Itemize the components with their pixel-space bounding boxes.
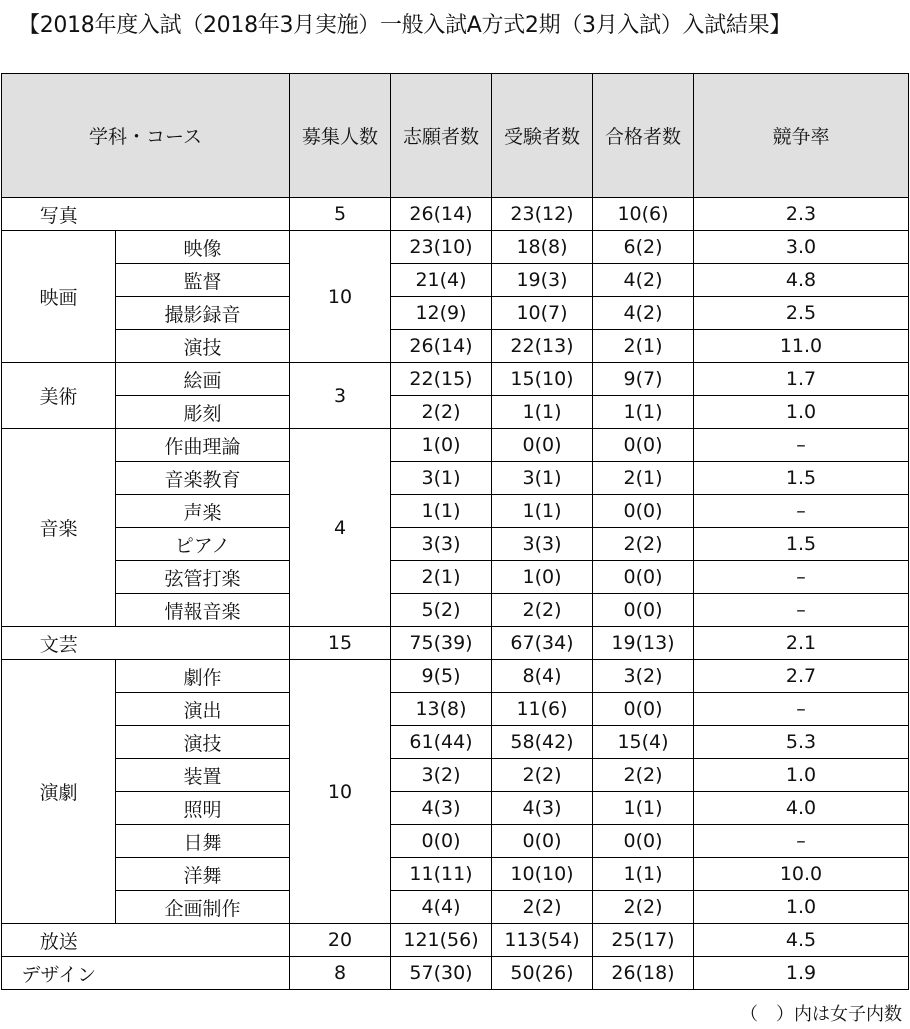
department-name: 写真	[2, 198, 116, 231]
table-row	[2, 858, 909, 891]
passed-cell: 19(13)	[593, 627, 694, 660]
quota-cell: 20	[290, 924, 391, 957]
header-passed: 合格者数	[593, 74, 694, 198]
examinees-cell: 1(1)	[492, 396, 593, 429]
course-name: 演技	[116, 726, 290, 759]
course-name: 声楽	[116, 495, 290, 528]
applicants-cell: 3(3)	[391, 528, 492, 561]
ratio-cell: 1.0	[694, 891, 909, 924]
course-name-empty	[116, 957, 290, 990]
course-name-empty	[116, 924, 290, 957]
ratio-cell: –	[694, 594, 909, 627]
passed-cell: 2(1)	[593, 462, 694, 495]
examinees-cell: 22(13)	[492, 330, 593, 363]
passed-cell: 2(2)	[593, 891, 694, 924]
course-name: 映像	[116, 231, 290, 264]
passed-cell: 0(0)	[593, 825, 694, 858]
department-name: 文芸	[2, 627, 116, 660]
quota-cell: 4	[290, 429, 391, 627]
applicants-cell: 4(4)	[391, 891, 492, 924]
applicants-cell: 3(2)	[391, 759, 492, 792]
table-row	[2, 957, 909, 990]
applicants-cell: 75(39)	[391, 627, 492, 660]
table-row	[2, 594, 909, 627]
table-row	[2, 231, 909, 264]
ratio-cell: –	[694, 429, 909, 462]
course-name: 演出	[116, 693, 290, 726]
ratio-cell: 5.3	[694, 726, 909, 759]
department-name: 美術	[2, 363, 116, 429]
department-name: 映画	[2, 231, 116, 363]
table-row	[2, 429, 909, 462]
passed-cell: 0(0)	[593, 594, 694, 627]
department-name: 放送	[2, 924, 116, 957]
header-course: 学科・コース	[2, 74, 290, 198]
header-examinees: 受験者数	[492, 74, 593, 198]
table-row	[2, 528, 909, 561]
applicants-cell: 57(30)	[391, 957, 492, 990]
passed-cell: 0(0)	[593, 429, 694, 462]
course-name: 弦管打楽	[116, 561, 290, 594]
table-row	[2, 627, 909, 660]
examinees-cell: 67(34)	[492, 627, 593, 660]
passed-cell: 26(18)	[593, 957, 694, 990]
passed-cell: 0(0)	[593, 693, 694, 726]
passed-cell: 10(6)	[593, 198, 694, 231]
quota-cell: 8	[290, 957, 391, 990]
ratio-cell: –	[694, 693, 909, 726]
examinees-cell: 10(7)	[492, 297, 593, 330]
quota-cell: 10	[290, 231, 391, 363]
ratio-cell: –	[694, 561, 909, 594]
applicants-cell: 4(3)	[391, 792, 492, 825]
course-name: 絵画	[116, 363, 290, 396]
table-row	[2, 891, 909, 924]
examinees-cell: 23(12)	[492, 198, 593, 231]
ratio-cell: 1.9	[694, 957, 909, 990]
passed-cell: 9(7)	[593, 363, 694, 396]
header-quota: 募集人数	[290, 74, 391, 198]
examinees-cell: 3(1)	[492, 462, 593, 495]
applicants-cell: 2(2)	[391, 396, 492, 429]
table-row	[2, 495, 909, 528]
course-name-empty	[116, 627, 290, 660]
passed-cell: 25(17)	[593, 924, 694, 957]
passed-cell: 4(2)	[593, 297, 694, 330]
applicants-cell: 23(10)	[391, 231, 492, 264]
header-row	[2, 74, 909, 198]
examinees-cell: 2(2)	[492, 594, 593, 627]
quota-cell: 10	[290, 660, 391, 924]
results-table	[1, 73, 909, 990]
course-name: 監督	[116, 264, 290, 297]
table-row	[2, 759, 909, 792]
table-row	[2, 924, 909, 957]
table-row	[2, 363, 909, 396]
ratio-cell: 11.0	[694, 330, 909, 363]
table-row	[2, 726, 909, 759]
passed-cell: 1(1)	[593, 396, 694, 429]
examinees-cell: 15(10)	[492, 363, 593, 396]
ratio-cell: –	[694, 825, 909, 858]
applicants-cell: 121(56)	[391, 924, 492, 957]
applicants-cell: 11(11)	[391, 858, 492, 891]
examinees-cell: 3(3)	[492, 528, 593, 561]
ratio-cell: 4.8	[694, 264, 909, 297]
table-row	[2, 825, 909, 858]
examinees-cell: 4(3)	[492, 792, 593, 825]
ratio-cell: 1.0	[694, 396, 909, 429]
course-name-empty	[116, 198, 290, 231]
examinees-cell: 11(6)	[492, 693, 593, 726]
course-name: 演技	[116, 330, 290, 363]
course-name: 音楽教育	[116, 462, 290, 495]
passed-cell: 1(1)	[593, 792, 694, 825]
applicants-cell: 2(1)	[391, 561, 492, 594]
ratio-cell: 2.1	[694, 627, 909, 660]
course-name: 日舞	[116, 825, 290, 858]
examinees-cell: 1(0)	[492, 561, 593, 594]
applicants-cell: 13(8)	[391, 693, 492, 726]
course-name: 作曲理論	[116, 429, 290, 462]
table-row	[2, 693, 909, 726]
course-name: ピアノ	[116, 528, 290, 561]
passed-cell: 2(1)	[593, 330, 694, 363]
table-row	[2, 330, 909, 363]
ratio-cell: 1.5	[694, 462, 909, 495]
applicants-cell: 0(0)	[391, 825, 492, 858]
applicants-cell: 1(0)	[391, 429, 492, 462]
examinees-cell: 8(4)	[492, 660, 593, 693]
ratio-cell: 2.5	[694, 297, 909, 330]
table-row	[2, 297, 909, 330]
applicants-cell: 26(14)	[391, 330, 492, 363]
examinees-cell: 18(8)	[492, 231, 593, 264]
results-body	[2, 198, 909, 990]
quota-cell: 15	[290, 627, 391, 660]
passed-cell: 4(2)	[593, 264, 694, 297]
course-name: 装置	[116, 759, 290, 792]
course-name: 劇作	[116, 660, 290, 693]
passed-cell: 15(4)	[593, 726, 694, 759]
footnote: （ ）内は女子内数	[740, 1004, 902, 1025]
examinees-cell: 0(0)	[492, 825, 593, 858]
table-row	[2, 198, 909, 231]
applicants-cell: 26(14)	[391, 198, 492, 231]
table-row	[2, 264, 909, 297]
course-name: 洋舞	[116, 858, 290, 891]
ratio-cell: 4.0	[694, 792, 909, 825]
course-name: 企画制作	[116, 891, 290, 924]
course-name: 彫刻	[116, 396, 290, 429]
department-name: 音楽	[2, 429, 116, 627]
course-name: 照明	[116, 792, 290, 825]
page-title: 【2018年度入試（2018年3月実施）一般入試A方式2期（3月入試）入試結果】	[18, 13, 792, 38]
table-row	[2, 396, 909, 429]
examinees-cell: 58(42)	[492, 726, 593, 759]
examinees-cell: 50(26)	[492, 957, 593, 990]
ratio-cell: 2.7	[694, 660, 909, 693]
table-row	[2, 660, 909, 693]
passed-cell: 3(2)	[593, 660, 694, 693]
ratio-cell: 4.5	[694, 924, 909, 957]
ratio-cell: –	[694, 495, 909, 528]
passed-cell: 0(0)	[593, 495, 694, 528]
passed-cell: 0(0)	[593, 561, 694, 594]
examinees-cell: 19(3)	[492, 264, 593, 297]
course-name: 撮影録音	[116, 297, 290, 330]
examinees-cell: 1(1)	[492, 495, 593, 528]
examinees-cell: 2(2)	[492, 759, 593, 792]
ratio-cell: 1.0	[694, 759, 909, 792]
ratio-cell: 1.5	[694, 528, 909, 561]
ratio-cell: 2.3	[694, 198, 909, 231]
header-ratio: 競争率	[694, 74, 909, 198]
applicants-cell: 12(9)	[391, 297, 492, 330]
header-applicants: 志願者数	[391, 74, 492, 198]
applicants-cell: 22(15)	[391, 363, 492, 396]
course-name: 情報音楽	[116, 594, 290, 627]
quota-cell: 3	[290, 363, 391, 429]
examinees-cell: 113(54)	[492, 924, 593, 957]
passed-cell: 1(1)	[593, 858, 694, 891]
table-row	[2, 792, 909, 825]
examinees-cell: 0(0)	[492, 429, 593, 462]
applicants-cell: 5(2)	[391, 594, 492, 627]
passed-cell: 6(2)	[593, 231, 694, 264]
table-row	[2, 462, 909, 495]
examinees-cell: 10(10)	[492, 858, 593, 891]
ratio-cell: 3.0	[694, 231, 909, 264]
applicants-cell: 3(1)	[391, 462, 492, 495]
applicants-cell: 21(4)	[391, 264, 492, 297]
table-row	[2, 561, 909, 594]
ratio-cell: 10.0	[694, 858, 909, 891]
quota-cell: 5	[290, 198, 391, 231]
examinees-cell: 2(2)	[492, 891, 593, 924]
department-name: 演劇	[2, 660, 116, 924]
passed-cell: 2(2)	[593, 528, 694, 561]
applicants-cell: 1(1)	[391, 495, 492, 528]
ratio-cell: 1.7	[694, 363, 909, 396]
department-name: デザイン	[2, 957, 116, 990]
passed-cell: 2(2)	[593, 759, 694, 792]
applicants-cell: 61(44)	[391, 726, 492, 759]
applicants-cell: 9(5)	[391, 660, 492, 693]
